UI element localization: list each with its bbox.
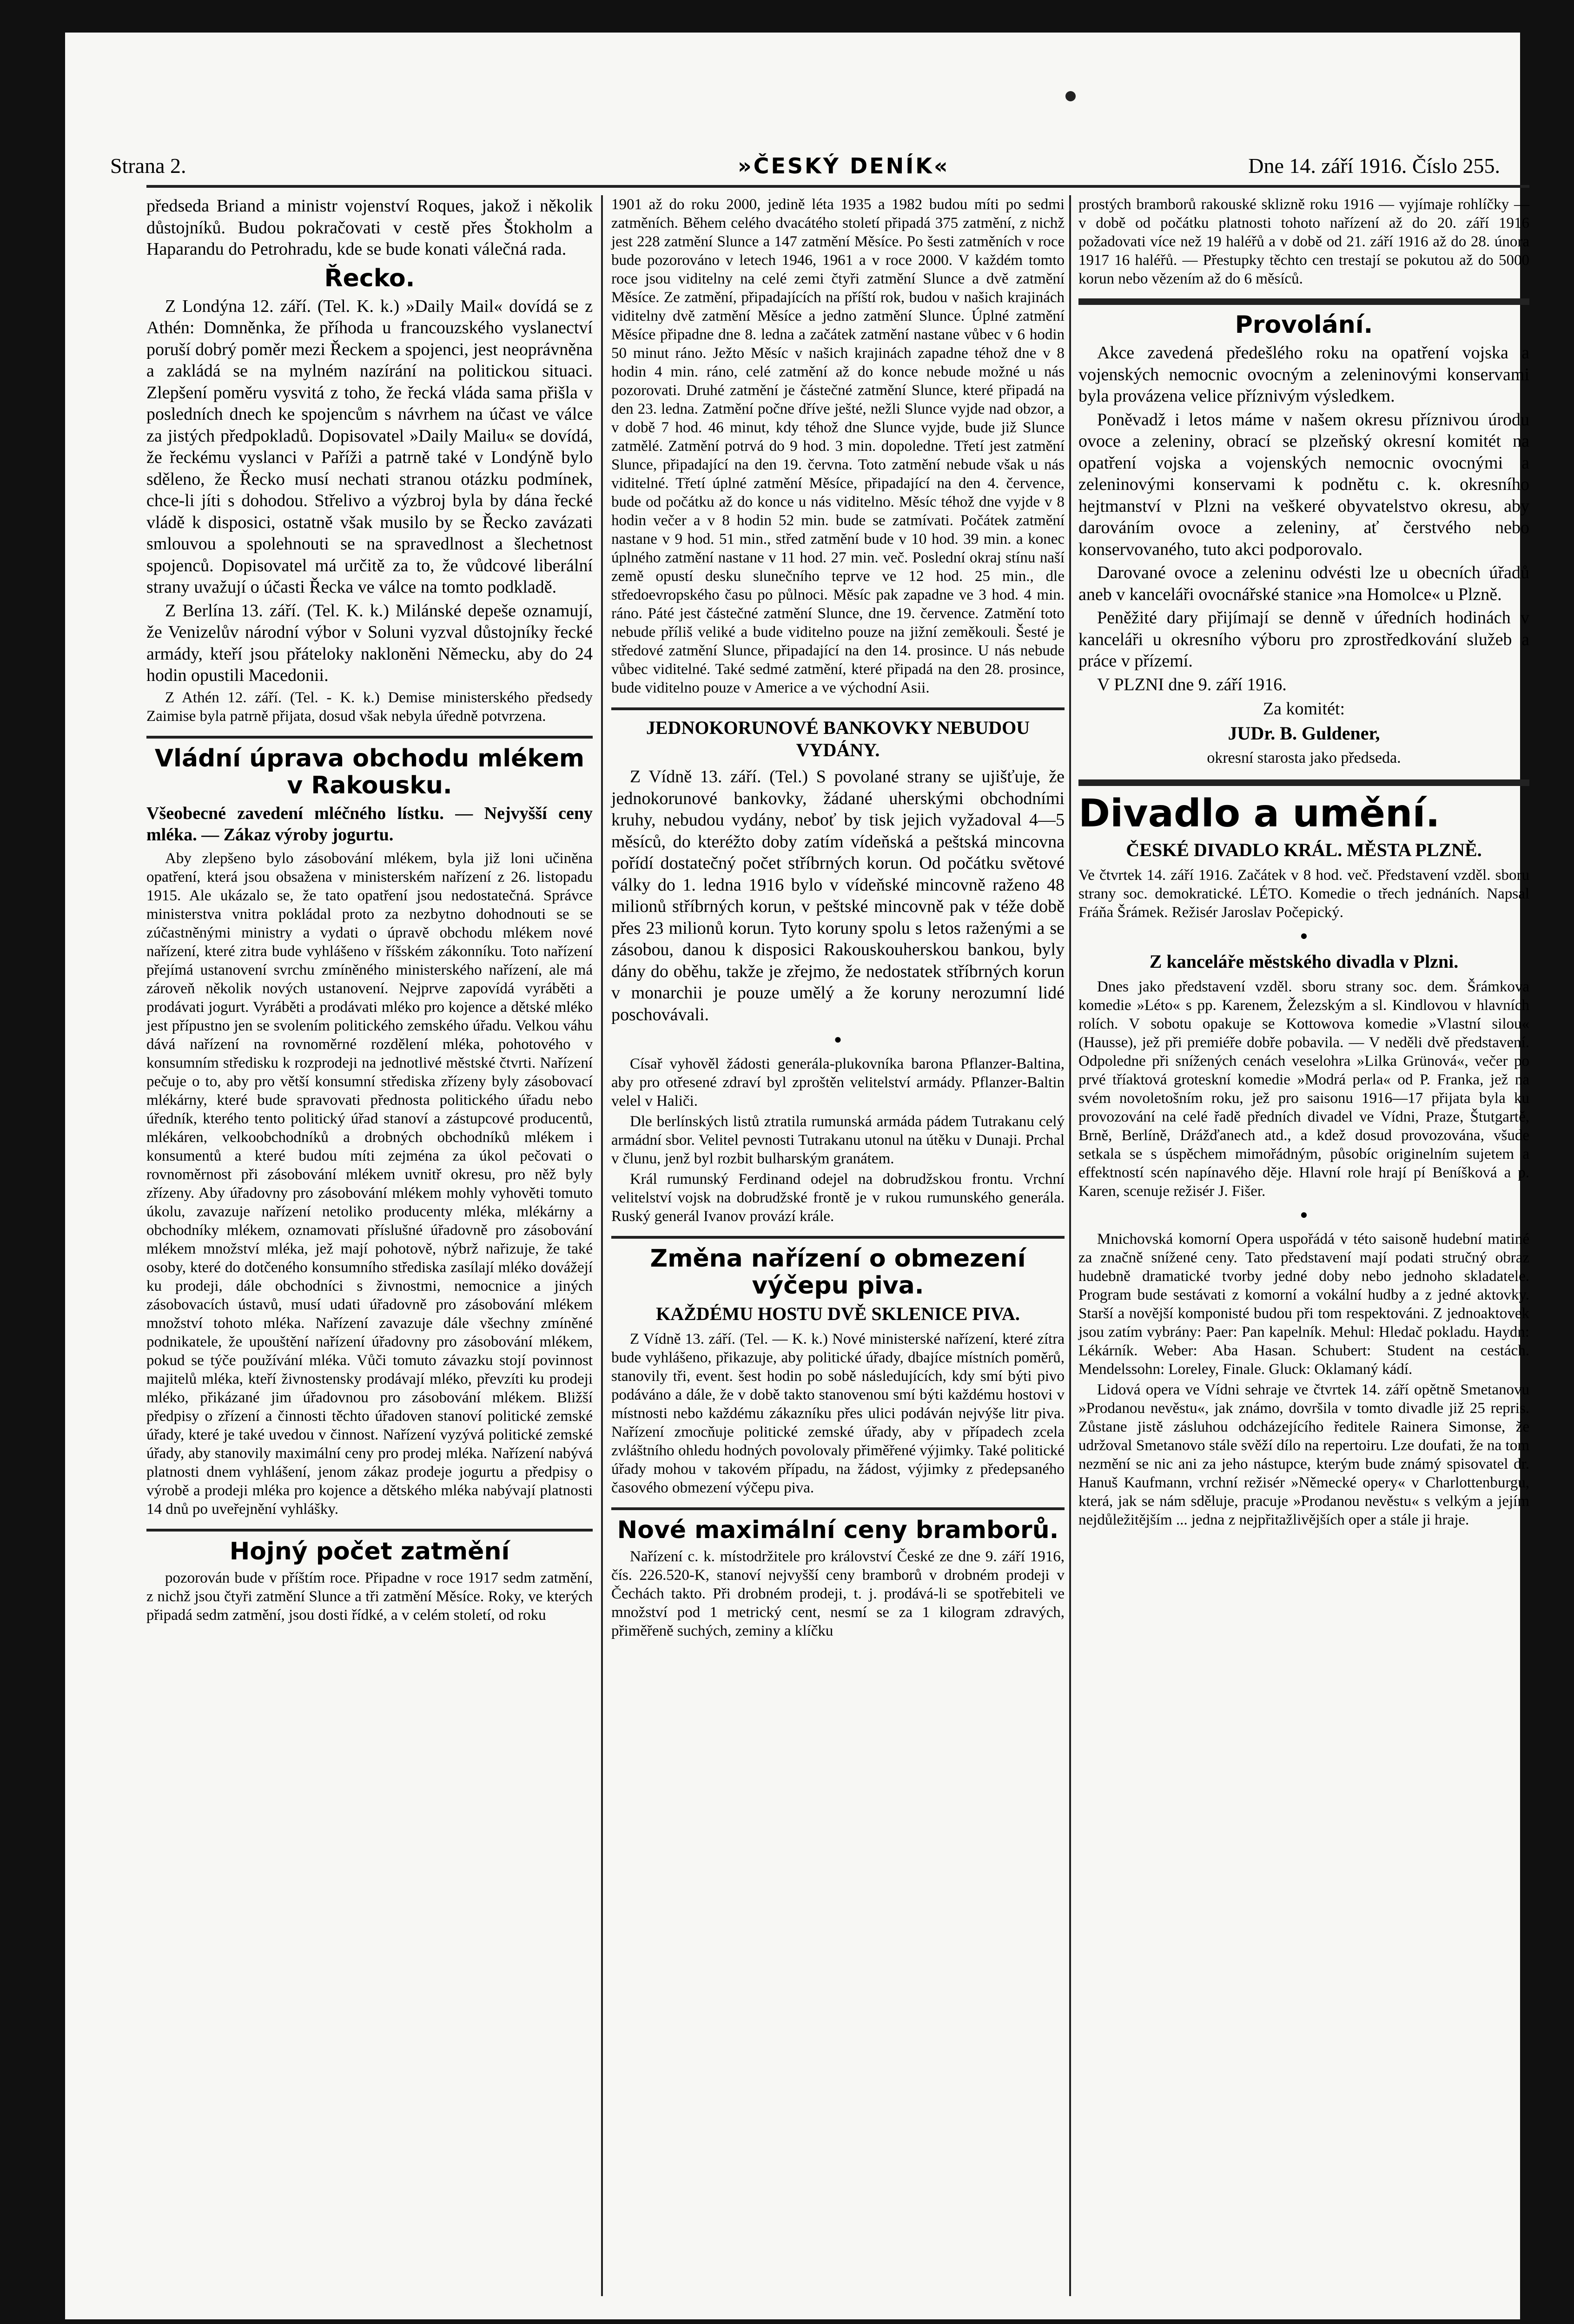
pivo-paragraph: Z Vídně 13. září. (Tel. — K. k.) Nové ministerské nařízení, které zítra bude vyhlášeno, přikazuje, aby politické úřady, dbajíce místních poměrů, stanovily tři, event. šest hodin po sobě následujících, kdy smí býti pivo podáváno a dále, že v době takto stanovenou smí býti každému hostovi v místnosti nebo každému zákazníku přes ulici podáván nejvýše litr piva. Nařízení zmocňuje politické zemské úřady, aby v případech zcela zvláštního ohledu hodných povolovaly přiměřené výjimky. Také politické úřady mohou v takovém případu, na žádost, výjimky z předepsaného časového obmezení výčepu piva.: [611, 1330, 1065, 1496]
recko-paragraph-2: Z Berlína 13. září. (Tel. K. k.) Milánské depeše oznamují, že Venizelův národní výbor v Soluni vyzval důstojníky řecké armády, kteří jsou přáteloky nakloněni Německu, aby do 24 hodin opustili Macedonii.: [146, 601, 593, 686]
divadlo-program: Ve čtvrtek 14. září 1916. Začátek v 8 hod. več. Představení vzděl. sboru strany soc. demokratické. LÉTO. Komedie o třech jednáních. Napsal Fráňa Šrámek. Režisér Jaroslav Počepický.: [1078, 866, 1529, 921]
zatmeni-heading: Hojný počet zatmění: [229, 1538, 510, 1566]
header-rule: [146, 185, 1529, 188]
provolani-committee: Za komitét:: [1263, 699, 1345, 719]
recko-heading: Řecko.: [324, 264, 415, 292]
newspaper-title: »ČESKÝ DENÍK«: [738, 153, 950, 178]
section-divider: [146, 736, 593, 739]
brambory-heading: Nové maximální ceny bramborů.: [617, 1516, 1059, 1544]
brambory-continuation: prostých bramborů rakouské sklizně roku 1916 — vyjímaje rohlíčky — v době od počátku platnosti tohoto nařízení až do 20. září 1916 požadovati více než 19 haléřů a v době od 21. září 1916 až do 28. února 1917 16 haléřů. — Přestupky těchto cen trestají se pokutou až do 5000 korun nebo vězením až do 6 měsíců.: [1078, 196, 1529, 287]
bullet-separator: ●: [1300, 1208, 1308, 1222]
provolani-signature: [1078, 723, 1529, 745]
pivo-subheading: KAŽDÉMU HOSTU DVĚ SKLENICE PIVA.: [656, 1303, 1020, 1324]
provolani-date: V PLZNI dne 9. září 1916.: [1097, 674, 1287, 694]
section-divider: [611, 1236, 1065, 1239]
news-item-1: Císař vyhověl žádosti generála-plukovníka barona Pflanzer-Baltina, aby pro otřesené zdraví byl zproštěn velitelství armády. Pflanzer-Baltin velel v Haliči.: [611, 1055, 1065, 1109]
zatmeni-paragraph: pozorován bude v příštím roce. Připadne v roce 1917 sedm zatmění, z nichž jsou čtyři zatmění Slunce a tři zatmění Měsíce. Roky, ve kterých připadá sedm zatmění, jsou dosti řídké, a v celém století, od roku: [146, 1570, 593, 1624]
ink-dot: [1065, 91, 1076, 101]
masthead: [110, 153, 1500, 186]
intro-paragraph: předseda Briand a ministr vojenství Roques, jakož i několik důstojníků. Budou pokračovati v cestě přes Štokholm a Haparandu do Petrohradu, kde se bude konati válečná rada.: [146, 196, 593, 259]
signer-role: okresní starosta jako předseda.: [1207, 749, 1401, 767]
bankovky-heading: JEDNOKORUNOVÉ BANKOVKY NEBUDOU VYDÁNY.: [646, 717, 1030, 760]
page-number: Strana 2.: [110, 154, 186, 178]
recko-paragraph-1: Z Londýna 12. září. (Tel. K. k.) »Daily Mail« dovídá se z Athén: Domněnka, že příhoda u francouzského vyslanectví poruší dobrý poměr mezi Řeckem a spojenci, jest neoprávněna a zakládá se na mylném nazírání na politickou situaci. Zlepšení poměru vysvitá z toho, že řecká vláda sama přišla v posledních dnech ke spojencům s návrhem na účast ve válce za jistých předpokladů. Dopisovatel »Daily Mailu« se dovídá, že řeckému vyslanci v Paříži a patrně také v Londýně bylo sděleno, že Řecko musí nechati stranou otázku podmínek, chce-li jíti s dohodou. Střelivo a výzbroj byla by dána řecké vládě k disposici, ostatně však musilo by se Řecko zavázati smlouvou a spolehnouti se na spravedlnost a šlechetnost spojenců. Dopisovatel má určitě za to, že vůdcové liberální strany uvažují o účasti Řecka ve válce na tomto podkladě.: [146, 296, 593, 597]
divadlo-subheading: ČESKÉ DIVADLO KRÁL. MĚSTA PLZNĚ.: [1126, 839, 1482, 860]
section-divider: [1078, 298, 1529, 305]
lidova-opera-paragraph: Lidová opera ve Vídni sehraje ve čtvrtek 14. září opětně Smetanovu »Prodanou nevěstu«, jak známo, dovršila v tomto divadle již 25 repris. Zůstane jistě zásluhou odcházejícího ředitele Rainera Simonse, že udržoval Smetanovo stále svěží dílo na repertoiru. Lze doufati, že na tom nezmění se nic ani za jeho nástupce, kterým bude známý spisovatel dr. Hanuš Kaufmann, vrchní režisér »Německé opery« v Charlottenburgu, která, jak se nám sděluje, pracuje »Prodanou nevěstu« s velkým a jejím nejdůležitějším ... jedna z nejpřitažlivějších oper a stále ji hraje.: [1078, 1381, 1529, 1528]
zatmeni-continuation: 1901 až do roku 2000, jedině léta 1935 a 1982 budou míti po sedmi zatměních. Během celého dvacátého století připadá 375 zatmění, z nichž jest 228 zatmění Slunce a 147 zatmění Měsíce. Po šesti zatměních v roce bude pozorováno v letech 1946, 1961 a v roce 2000. V každém tomto roce jsou viditelny na celé zemi čtyři zatmění Slunce a dvě zatmění Měsíce. Ze zatmění, připadajících na příští rok, budou v našich krajinách viditelny dvě zatmění Měsíce a jedno zatmění Slunce. Úplné zatmění Měsíce připadne dne 8. ledna a začátek zatmění nastane vůbec v 6 hodin 50 minut ráno. Ježto Měsíc v našich krajinách zapadne téhož dne v 8 hodin 4 min. ráno, celé zatmění až do konce nebude možné u nás pozorovati. Druhé zatmění je částečné zatmění Slunce, které připadá na den 23. ledna. Zatmění počne dříve ješté, nežli Slunce vyjde nad obzor, a v době 7 hod. 46 minut, kdy téhož dne Slunce vyjde, bude již Slunce zatmělé. Zatmění potrvá do 9 hod. 3 min. dopoledne. Třetí jest zatmění Slunce, připadající na den 19. června. Toto zatmění nebude však u nás viditelné. Třetí úplné zatmění Měsíce, připadající na den 4. července, bude od počátku až do konce u nás viditelno. Měsíc téhož dne vyjde v 8 hodin večer a v 8 hodin 52 min. bude se zatmívati. Počátek zatmění nastane v 9 hod. 51 min., střed zatmění bude v 10 hod. 39 min. a konec úplného zatmění nastane v 11 hod. 27 min. več. Poslední okraj stínu naší země opustí desku slunečního teprve ve 12 hod. 25 min., dle středoevropského času po půlnoci. Měsíc pak zapadne ve 3 hod. 4 min. ráno. Páté jest částečné zatmění Slunce, dne 19. července. Zatmění toto nebude příliš veliké a bude viditelno pouze na jižní zeměkouli. Šesté je středové zatmění Slunce, připadající na den 14. prosince. U nás nebude vůbec viditelné. Také sedmé zatmění, které připadá na den 28. prosince, bude viditelno pouze v Americe a ve východní Asii.: [611, 196, 1065, 696]
bankovky-paragraph: Z Vídně 13. září. (Tel.) S povolané strany se ujišťuje, že jednokorunové bankovky, žádané uherskými obchodními kruhy, nebudou vydány, neboť by tisk jejich vyžadoval 4—5 měsíců, do kteréžto doby zatím vídeňská a peštská mincovna pořídí dostatečný počet stříbrných korun. Od počátku světové války do 1. ledna 1916 bylo v vídeňské mincovně raženo 48 milionů stříbrných korun, v peštské mincovně pak v téže době přes 23 milionů korun. Tyto koruny spolu s letos raženými a se zásobou, danou k disposici Rakouskouherskou bankou, byly dány do oběhu, takže je zřejmo, že nedostatek stříbrných korun v monarchii je pouze umělý a že koruny nerozumní lidé poschovávali.: [611, 767, 1065, 1024]
provolani-heading: Provolání.: [1235, 311, 1373, 339]
section-divider: [1078, 779, 1529, 786]
provolani-paragraph-2: Poněvadž i letos máme v našem okresu příznivou úrodu ovoce a zeleniny, obrací se plzeňský okresní komitét na opatření vojska a vojenských nemocnic ovocnými a zeleninovými konservami k podnětu c. k. okresního hejtmanství v Plzni na veškeré obyvatelstvo okresu, aby darováním ovoce a zeleniny, ať čerstvého nebo konservovaného, tuto akci podporovalo.: [1078, 409, 1529, 559]
recko-paragraph-3: Z Athén 12. září. (Tel. - K. k.) Demise ministerského předsedy Zaimise byla patrně přijata, dosud však nebyla úředně potvrzena.: [146, 689, 593, 725]
provolani-paragraph-4: Peněžité dary přijímají se denně v úředních hodinách v kanceláři u okresního výboru pro zprostředkování služeb a práce v přízemí.: [1078, 608, 1529, 671]
mleko-subheading: Všeobecné zavedení mléčného lístku. — Nejvyšší ceny mléka. — Zákaz výroby jogurtu.: [146, 804, 593, 845]
news-item-2: Dle berlínských listů ztratila rumunská armáda pádem Tutrakanu celý armádní sbor. Velitel pevnosti Tutrakanu utonul na útěku v Dunaji. Prchal v člunu, jenž byl rozbit bulharským granátem.: [611, 1113, 1065, 1167]
bullet-separator: ●: [834, 1032, 842, 1047]
kancelar-paragraph: Dnes jako představení vzděl. sboru strany soc. dem. Šrámkova komedie »Léto« s pp. Karenem, Železským a sl. Kindlovou v hlavních rolích. V sobotu opakuje se Kottowova komedie »Vlastní silou« (Hausse), jež při premiéře dobře pobavila. — V neděli dvě představení. Odpoledne při snížených cenách veselohra »Lilka Grünová«, večer po prvé tříaktová groteskní komedie »Modrá perla« od P. Franka, jež na svém novoletošním roku, jež pro saisonu 1916—17 přijata byla ku provozování na celé řadě předních divadel ve Vídni, Praze, Štutgartě, Brně, Berlíně, Drážďanech atd., a kdež dosud provozována, všude setkala se s úspěchem mimořádným, působíc originelním sujetem a effektností scén napínavého děje. Hlavní role hrají pí Beníšková a p. Karen, scenuje režisér J. Fišer.: [1078, 978, 1529, 1200]
pivo-heading: Změna nařízení o obmezení výčepu piva.: [650, 1244, 1026, 1300]
section-divider: [611, 707, 1065, 710]
column-1: [146, 195, 593, 1626]
signer-name: JUDr. B. Guldener,: [1228, 722, 1380, 744]
section-divider: [611, 1507, 1065, 1510]
provolani-paragraph-1: Akce zavedená předešlého roku na opatření vojska a vojenských nemocnic ovocným a zeleninovými konservami byla provázena velice příznivým výsledkem.: [1078, 343, 1529, 406]
bullet-separator: ●: [1300, 928, 1308, 943]
opera-paragraph: Mnichovská komorní Opera uspořádá v této saisoně hudební matiné za značně snížené ceny. Tato představení mají podati stručný obraz hudebně dramatické tvorby jedné doby nebo jednoho skladatele. Program bude sestávati z komorní a vokální hudby a z jedné aktovky. Starší a novější komponisté budou při tom respektováni. Z jednoaktovek jsou zatím vybrány: Paer: Pan kapelník. Mehul: Hledač pokladu. Haydn: Lékárník. Weber: Aba Hasan. Schubert: Student na cestách. Mendelssohn: Loreley, Finale. Gluck: Oklamaný kádí.: [1078, 1230, 1529, 1378]
column-2: [611, 195, 1065, 1642]
kancelar-heading: Z kanceláře městského divadla v Plzni.: [1149, 951, 1459, 972]
mleko-heading: Vládní úprava obchodu mlékem v Rakousku.: [154, 744, 585, 799]
news-item-3: Král rumunský Ferdinand odejel na dobrudžskou frontu. Vrchní velitelství vojsk na dobrudžské frontě je v rukou rumunského generála. Ruský generál Ivanov provází krále.: [611, 1170, 1065, 1225]
provolani-paragraph-3: Darované ovoce a zeleninu odvésti lze u obecních úřadů aneb v kanceláři ovocnářské stanice »na Homolce« u Plzně.: [1078, 563, 1529, 604]
section-divider: [146, 1529, 593, 1532]
column-3: [1078, 195, 1529, 1531]
brambory-paragraph: Nařízení c. k. místodržitele pro království České ze dne 9. září 1916, čís. 226.520-K, stanoví nejvyšší ceny bramborů v drobném prodeji v Čechách takto. Při drobném prodeji, t. j. prodává-li se spotřebiteli ve množství pod 1 metrický cent, nesmí se za 1 kilogram zdravých, přiměřeně suchých, zeminy a klíčku: [611, 1548, 1065, 1640]
column-rule-2: [1069, 195, 1071, 2296]
column-rule-1: [601, 195, 603, 2296]
issue-date: Dne 14. září 1916. Číslo 255.: [1248, 154, 1500, 178]
mleko-paragraph: Aby zlepšeno bylo zásobování mlékem, byla již loni učiněna opatření, která jsou obsažena v ministerském nařízení z 26. listopadu 1915. Ale ukázalo se, že tato opatření jsou nedostatečná. Správce ministerstva vnitra pokládal proto za nezbytno dohodnouti se se zúčastněnými ministry a vydati o úpravě obchodu mlékem nové nařízení, které zitra bude vyhlášeno v říšském zákonníku. Toto nařízení přejímá ustanovení svrchu zmíněného ministerského nařízení, ale má zároveň několik nových ustanovení. Nejprve zapovídá vyráběti a prodávati jogurt. Vyráběti a prodávati mléko pro kojence a dětské mléko jest přípustno jen se svolením politického zemského úřadu. Velkou váhu dává nařízení na rovnoměrné rozdělení mléka, pohotového v konsumním středisku k rozprodeji na jednotlivé městské čtvrti. Nařízení pečuje o to, aby pro větší konsumní střediska zřízeny byly zásobovací mlékárny, které bude spravovati přednosta politického úřadu nebo úředník, kterého tento politický úřad stanoví a zástupcové producentů, mlékáren, velkoobchodníků a drobných obchodníků mlékem i konsumentů a které budou míti zejména za úkol pečovati o rovnoměrnost při zásobování mlékem uvnitř okresu, pro něž byly zřízeny. Aby úřadovny pro zásobování mlékem mohly vyhověti tomuto úkolu, zavazuje nařízení netoliko producenty mléka, mlékárny a obchodníky mlékem, oznamovati příslušné úřadovně pro zásobování mlékem množství mléka, jež mají pohotově, nýbrž nařizuje, že také osoby, které do dotčeného konsumního střediska zasílají mléko dovážejí ku prodeji, dále obchodníci s živnostmi, nemocnice a jiných zásobovacích ústavů, musí udati úřadovně pro zásobování mlékem množství tohoto mléka. Nařízení zavazuje dále všechny zmíněné podnikatele, že upouštění nařízení úřadovny pro zásobování mlékem, pokud se týče používání mléka. Vůči tomuto závazku stojí povinnost majitelů mléka, kteří živnostensky prodávají mléko, převzíti ku prodeji mléko, přikázané jim úřadovnou pro zásobování mlékem. Bližší předpisy o zřízení a činnosti těchto úřadoven stanoví politické zemské úřady, které je také uvedou v činnost. Nařízení vyzývá politické zemské úřady, aby stanovily maximální ceny pro prodej mléka. Nařízení nabývá platnosti dnem vyhlášení, jenom zákaz prodeje jogurtu a předpisy o výrobě a prodeji mléka pro kojence a dětského mléka nabývají platnosti 14 dnů po uveřejnění vyhlášky.: [146, 850, 593, 1518]
divadlo-heading: Divadlo a umění.: [1078, 791, 1440, 836]
